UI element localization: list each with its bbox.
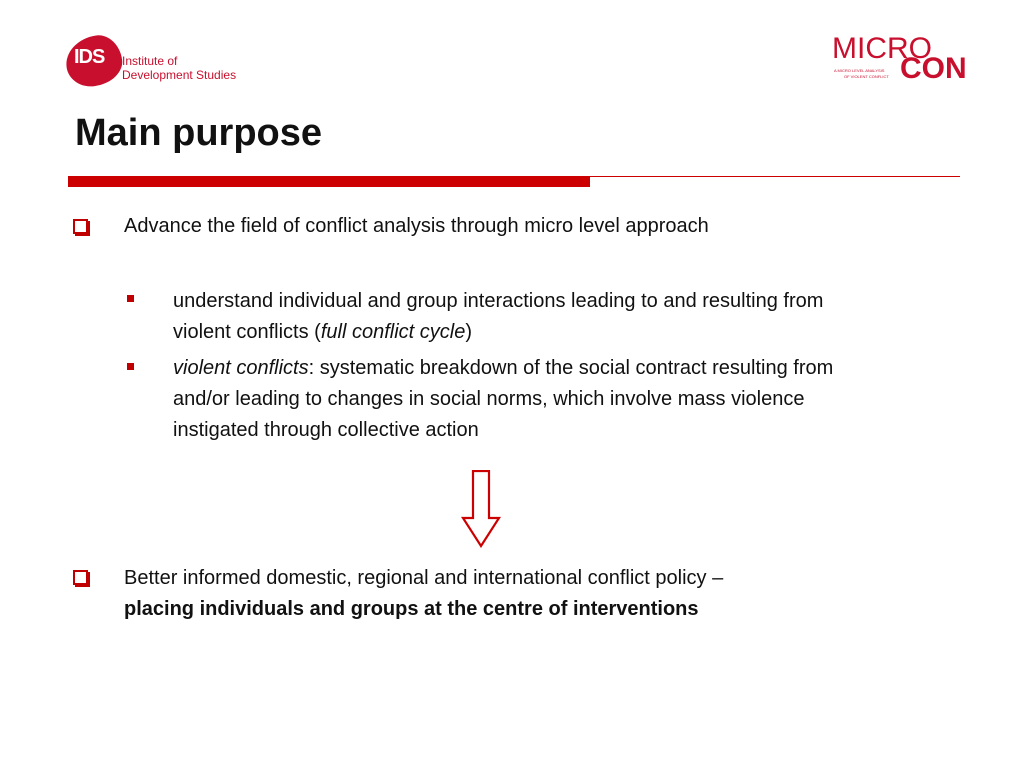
sub-bullet-2 bbox=[173, 353, 973, 446]
sub-bullet-2-line2: and/or leading to changes in social norms, which involve mass violence bbox=[173, 388, 805, 410]
sub-bullet-2-line3: instigated through collective action bbox=[173, 419, 479, 441]
filled-square-bullet-icon bbox=[127, 295, 134, 302]
sub-bullet-1-line2 bbox=[173, 317, 963, 348]
hollow-square-bullet-icon bbox=[73, 219, 88, 234]
main-bullet-1-text: Advance the field of conflict analysis through micro level approach bbox=[124, 215, 709, 237]
sub-bullet-2-emphasis: violent conflicts bbox=[173, 357, 309, 379]
slide-title: Main purpose bbox=[75, 112, 323, 154]
title-underline-thin bbox=[590, 176, 960, 177]
ids-org-name-line2: Development Studies bbox=[122, 68, 237, 82]
sub-bullet-1 bbox=[173, 286, 963, 348]
ids-org-name-line1: Institute of bbox=[122, 54, 178, 68]
sub-bullet-1-line1: understand individual and group interactions leading to and resulting from bbox=[173, 290, 824, 312]
main-bullet-2-line1: Better informed domestic, regional and international conflict policy – bbox=[124, 567, 724, 589]
microcon-logo bbox=[828, 30, 983, 90]
sub-bullet-2-line1 bbox=[173, 353, 973, 384]
sub-bullet-2-line1-rest: : systematic breakdown of the social contract resulting from bbox=[308, 357, 834, 379]
ids-logo bbox=[66, 34, 266, 90]
sub-bullet-1-pre: violent conflicts ( bbox=[173, 321, 321, 343]
sub-bullet-1-emphasis: full conflict cycle bbox=[320, 321, 466, 343]
down-arrow-icon bbox=[461, 470, 501, 548]
filled-square-bullet-icon bbox=[127, 363, 134, 370]
main-bullet-2-line2: placing individuals and groups at the centre of interventions bbox=[124, 598, 699, 620]
hollow-square-bullet-icon bbox=[73, 570, 88, 585]
microcon-tagline-line2: OF VIOLENT CONFLICT bbox=[844, 74, 889, 79]
ids-badge-text: IDS bbox=[74, 46, 105, 68]
main-bullet-2 bbox=[124, 563, 984, 625]
microcon-tagline-line1: A MICRO LEVEL ANALYSIS bbox=[834, 68, 885, 73]
main-bullet-1 bbox=[124, 211, 974, 242]
title-underline-thick bbox=[68, 176, 590, 187]
microcon-logo-micro: MICRO bbox=[832, 32, 932, 65]
microcon-logo-con: CON bbox=[900, 52, 967, 85]
sub-bullet-1-post: ) bbox=[465, 321, 473, 343]
